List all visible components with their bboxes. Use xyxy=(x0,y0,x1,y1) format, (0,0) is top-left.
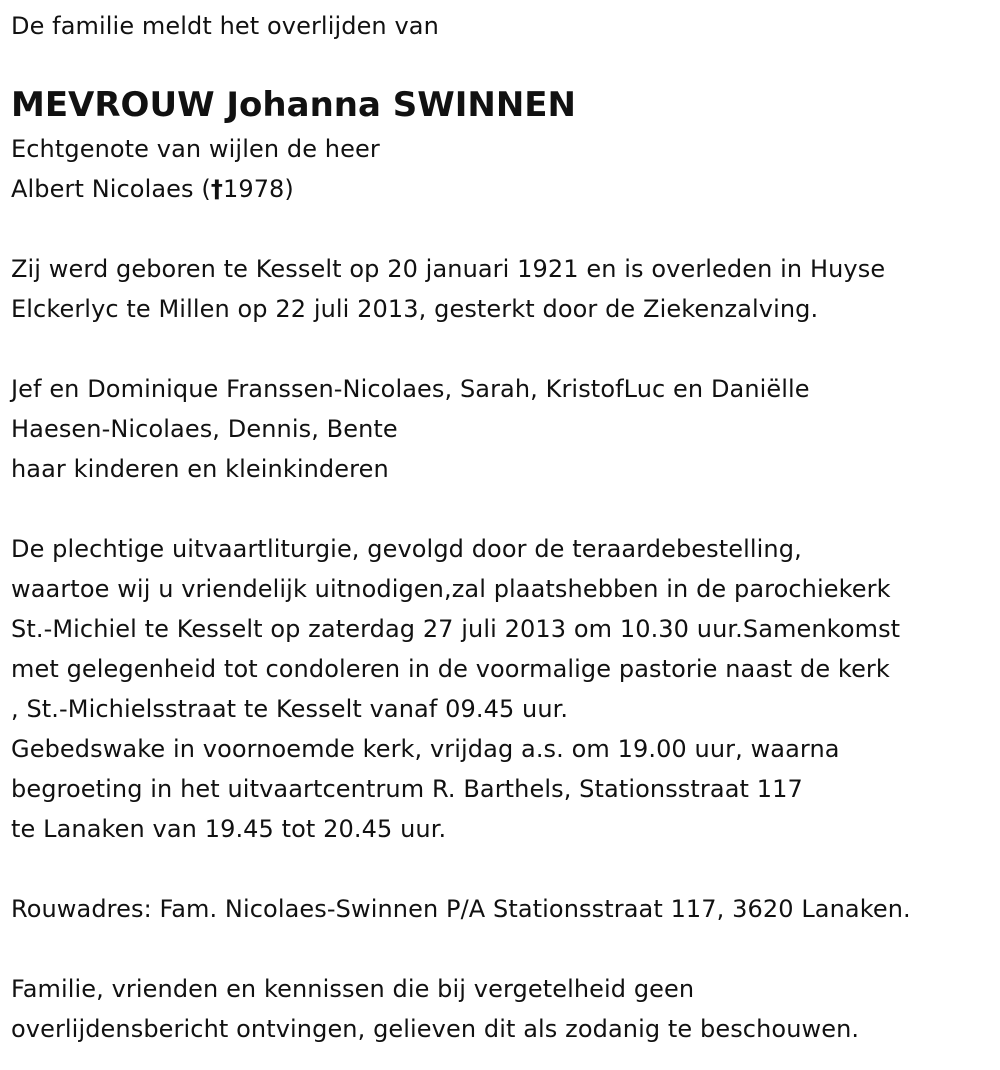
deceased-name: MEVROUW Johanna SWINNEN xyxy=(11,85,576,125)
family-line: Haesen-Nicolaes, Dennis, Bente xyxy=(11,415,398,443)
mourning-address: Rouwadres: Fam. Nicolaes-Swinnen P/A Stationsstraat 117, 3620 Lanaken. xyxy=(11,895,911,923)
intro-text: De familie meldt het overlijden van xyxy=(11,12,439,40)
family-line: Jef en Dominique Franssen-Nicolaes, Sarah, KristofLuc en Daniëlle xyxy=(11,375,810,403)
spouse-line: Echtgenote van wijlen de heer xyxy=(11,135,380,163)
birth-death-line: Zij werd geboren te Kesselt op 20 januari 1921 en is overleden in Huyse xyxy=(11,255,886,283)
birth-death-line: Elckerlyc te Millen op 22 juli 2013, gesterkt door de Ziekenzalving. xyxy=(11,295,819,323)
spouse-name-line xyxy=(11,169,991,209)
family-line: haar kinderen en kleinkinderen xyxy=(11,455,389,483)
death-notice xyxy=(11,6,991,1049)
funeral-line: St.-Michiel te Kesselt op zaterdag 27 juli 2013 om 10.30 uur.Samenkomst xyxy=(11,615,901,643)
funeral-line: met gelegenheid tot condoleren in de voormalige pastorie naast de kerk xyxy=(11,655,890,683)
funeral-line: De plechtige uitvaartliturgie, gevolgd door de teraardebestelling, xyxy=(11,535,802,563)
spouse-name: Albert Nicolaes ( xyxy=(11,175,211,203)
funeral-line: begroeting in het uitvaartcentrum R. Barthels, Stationsstraat 117 xyxy=(11,775,803,803)
funeral-line: te Lanaken van 19.45 tot 20.45 uur. xyxy=(11,815,447,843)
closing-line: overlijdensbericht ontvingen, gelieven dit als zodanig te beschouwen. xyxy=(11,1015,860,1043)
funeral-line: , St.-Michielsstraat te Kesselt vanaf 09.45 uur. xyxy=(11,695,569,723)
closing-line: Familie, vrienden en kennissen die bij vergetelheid geen xyxy=(11,975,695,1003)
cross-icon: † xyxy=(210,175,223,203)
funeral-line: waartoe wij u vriendelijk uitnodigen,zal plaatshebben in de parochiekerk xyxy=(11,575,891,603)
funeral-line: Gebedswake in voornoemde kerk, vrijdag a.s. om 19.00 uur, waarna xyxy=(11,735,840,763)
spouse-death-year: 1978) xyxy=(222,175,294,203)
